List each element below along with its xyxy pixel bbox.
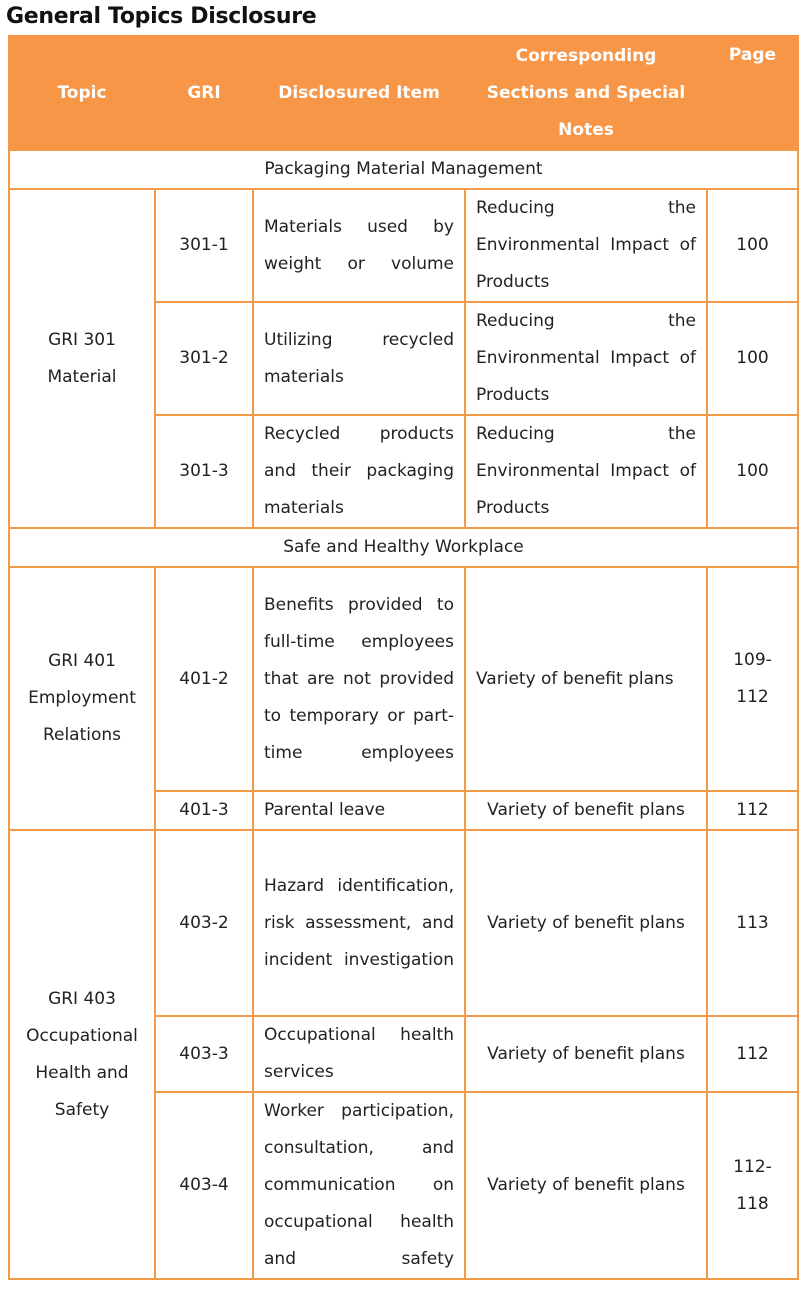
page-cell: 100 xyxy=(707,415,798,528)
table-header xyxy=(9,36,798,150)
item-cell: Materials used by weight or volume xyxy=(253,189,465,302)
gri-cell: 401-3 xyxy=(155,791,253,830)
page-title: General Topics Disclosure xyxy=(6,4,317,29)
item-cell: Worker participation, consultation, and communication on occupational health and safety xyxy=(253,1092,465,1279)
page-cell: 100 xyxy=(707,189,798,302)
section-title: Safe and Healthy Workplace xyxy=(9,528,798,567)
section-row xyxy=(9,150,798,189)
topic-cell: GRI 301 Material xyxy=(9,189,155,528)
note-cell: Variety of benefit plans xyxy=(465,791,707,830)
page-cell: 112 xyxy=(707,791,798,830)
section-row xyxy=(9,528,798,567)
note-cell: Variety of benefit plans xyxy=(465,567,707,791)
page-cell: 100 xyxy=(707,302,798,415)
table-row xyxy=(9,189,798,302)
gri-cell: 301-2 xyxy=(155,302,253,415)
gri-cell: 301-1 xyxy=(155,189,253,302)
gri-cell: 401-2 xyxy=(155,567,253,791)
page-cell: 112 xyxy=(707,1016,798,1092)
header-disclosured-item: Disclosured Item xyxy=(253,36,465,150)
header-gri: GRI xyxy=(155,36,253,150)
gri-cell: 403-4 xyxy=(155,1092,253,1279)
page-cell: 113 xyxy=(707,830,798,1016)
item-cell: Hazard identification, risk assessment, and incident investigation xyxy=(253,830,465,1016)
topic-cell: GRI 401 Employment Relations xyxy=(9,567,155,830)
note-cell: Reducing the Environmental Impact of Products xyxy=(465,302,707,415)
note-cell: Reducing the Environmental Impact of Products xyxy=(465,189,707,302)
gri-cell: 403-2 xyxy=(155,830,253,1016)
item-cell: Recycled products and their packaging materials xyxy=(253,415,465,528)
section-title: Packaging Material Management xyxy=(9,150,798,189)
item-cell: Utilizing recycled materials xyxy=(253,302,465,415)
disclosure-table xyxy=(8,35,799,1280)
page-cell: 112-118 xyxy=(707,1092,798,1279)
note-cell: Variety of benefit plans xyxy=(465,1016,707,1092)
header-sections-notes: Corresponding Sections and Special Notes xyxy=(465,36,707,150)
topic-cell: GRI 403 Occupational Health and Safety xyxy=(9,830,155,1279)
gri-cell: 403-3 xyxy=(155,1016,253,1092)
header-topic: Topic xyxy=(9,36,155,150)
gri-cell: 301-3 xyxy=(155,415,253,528)
note-cell: Variety of benefit plans xyxy=(465,1092,707,1279)
table-row xyxy=(9,830,798,1016)
page-cell: 109-112 xyxy=(707,567,798,791)
item-cell: Benefits provided to full-time employees that are not provided to temporary or part-time employees xyxy=(253,567,465,791)
table-row xyxy=(9,567,798,791)
item-cell: Parental leave xyxy=(253,791,465,830)
note-cell: Reducing the Environmental Impact of Products xyxy=(465,415,707,528)
header-page: Page xyxy=(707,36,798,150)
item-cell: Occupational health services xyxy=(253,1016,465,1092)
note-cell: Variety of benefit plans xyxy=(465,830,707,1016)
